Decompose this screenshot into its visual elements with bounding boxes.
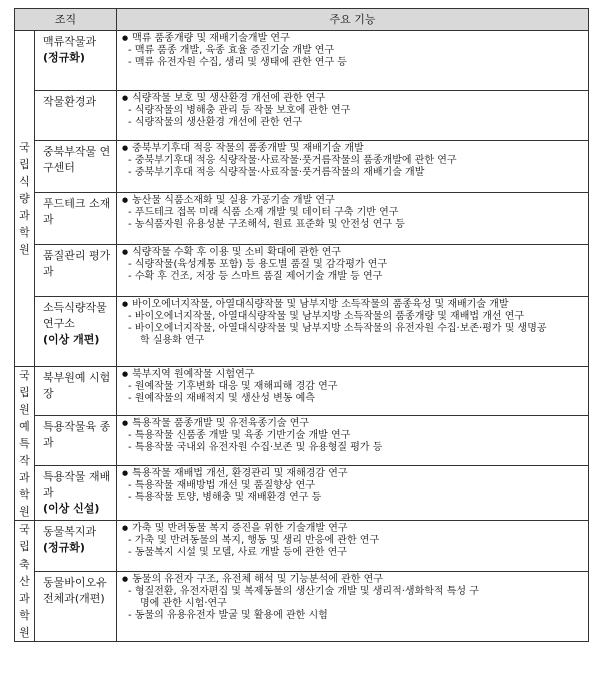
department-cell: [35, 572, 117, 642]
function-main-item: ● 바이오에너지작물, 아열대식량작물 및 남부지방 소득작물의 품종육성 및 재배기술 개발: [122, 299, 584, 311]
table-row: [15, 367, 589, 416]
department-cell: [35, 521, 117, 572]
function-main-item: ● 가축 및 반려동물 복지 증진을 위한 기술개발 연구: [122, 523, 584, 535]
function-main-item: ● 농산물 식품소재화 및 실용 가공기술 개발 연구: [122, 195, 584, 207]
department-name: 동물바이오유 전체과(개편): [43, 576, 107, 605]
table-row: [15, 572, 589, 642]
function-main-item: ● 식량작물 보호 및 생산환경 개선에 관한 연구: [122, 93, 584, 105]
function-sub-item: - 농식품자원 유용성분 구조해석, 원료 표준화 및 안전성 연구 등: [122, 219, 584, 231]
function-cell: [117, 416, 589, 465]
function-cell: [117, 465, 589, 521]
department-cell: [35, 367, 117, 416]
table-row: [15, 141, 589, 193]
department-cell: [35, 193, 117, 245]
table-row: [15, 91, 589, 141]
institute-cell: [15, 31, 35, 367]
function-sub-item: - 중북부기후대 적응 식량작물·사료작물·풋거름작물의 재배기술 개발: [122, 167, 584, 179]
function-sub-item: - 특용작물 토양, 병해충 및 재배환경 연구 등: [122, 492, 584, 504]
function-cell: [117, 297, 589, 367]
department-name: 특용작물육 종과: [43, 420, 111, 450]
table-row: [15, 193, 589, 245]
function-sub-item: - 맥류 품종 개발, 육종 효율 증진기술 개발 연구: [122, 45, 584, 57]
function-sub-item: - 특용작물 국내외 유전자원 수집·보존 및 유용형질 평가 등: [122, 442, 584, 454]
table-row: [15, 521, 589, 572]
function-sub-item: - 원예작물의 재배적지 및 생산성 변동 예측: [122, 393, 584, 405]
function-main-item: ● 중북부기후대 적응 작물의 품종개발 및 재배기술 개발: [122, 143, 584, 155]
organization-table: [14, 8, 589, 642]
table-row: [15, 245, 589, 297]
department-cell: [35, 297, 117, 367]
department-cell: [35, 245, 117, 297]
function-sub-item: - 바이오에너지작물, 아열대식량작물 및 남부지방 소득작물의 유전자원 수집·보존·평가 및 생명공: [122, 323, 584, 335]
department-cell: [35, 91, 117, 141]
institute-name: 국 립 식 량 과 학 원: [19, 140, 30, 257]
header-row: [15, 9, 589, 31]
department-name: 중북부작물 연구센터: [43, 145, 111, 174]
function-sub-item: - 식량작물의 병해충 관리 등 작물 보호에 관한 연구: [122, 105, 584, 117]
function-cell: [117, 31, 589, 91]
function-sub-item: - 특용작물 신품종 개발 및 육종 기반기술 개발 연구: [122, 430, 584, 442]
table-body: [15, 31, 589, 642]
function-cell: [117, 91, 589, 141]
function-sub-item: - 식량작물(육성계통 포함) 등 용도별 품질 및 감각평가 연구: [122, 259, 584, 271]
function-sub-item: - 식량작물의 생산환경 개선에 관한 연구: [122, 117, 584, 129]
department-note: (정규화): [43, 50, 85, 64]
function-sub-item: - 형질전환, 유전자편집 및 복제동물의 생산기술 개발 및 생리적·생화학적 특성 구: [122, 586, 584, 598]
department-name: 소득식량작물 연구소: [43, 301, 107, 330]
department-name: 북부원예 시험장: [43, 371, 111, 400]
function-sub-item: - 맥류 유전자원 수집, 생리 및 생태에 관한 연구 등: [122, 57, 584, 69]
function-main-item: ● 식량작물 수확 후 이용 및 소비 확대에 관한 연구: [122, 247, 584, 259]
header-function: 주요 기능: [117, 9, 589, 31]
department-cell: [35, 141, 117, 193]
function-sub-item: - 특용작물 재배방법 개선 및 품질향상 연구: [122, 480, 584, 492]
table-row: [15, 297, 589, 367]
department-name: 동물복지과: [43, 525, 97, 539]
function-cell: [117, 141, 589, 193]
institute-cell: [15, 367, 35, 521]
department-name: 특용작물 재배과: [43, 469, 111, 499]
function-cell: [117, 245, 589, 297]
institute-cell: [15, 521, 35, 641]
function-main-item: ● 동물의 유전자 구조, 유전체 해석 및 기능분석에 관한 연구: [122, 574, 584, 586]
department-name: 품질관리 평가과: [43, 249, 111, 278]
department-name: 맥류작물과: [43, 35, 97, 48]
function-main-item: ● 특용작물 품종개발 및 유전육종기술 연구: [122, 418, 584, 430]
table-row: [15, 465, 589, 521]
function-cell: [117, 572, 589, 642]
department-name: 작물환경과: [43, 95, 97, 108]
table-row: [15, 31, 589, 91]
function-sub-item: - 동물복지 시설 및 모델, 사료 개발 등에 관한 연구: [122, 547, 584, 559]
function-sub-item: 명에 관한 시험·연구: [140, 598, 227, 610]
institute-name: 국 립 축 산 과 학 원: [19, 523, 30, 639]
function-sub-item: - 수확 후 건조, 저장 등 스마트 품질 제어기술 개발 등 연구: [122, 271, 584, 283]
function-cell: [117, 367, 589, 416]
function-sub-item: 학 실용화 연구: [140, 335, 205, 346]
function-sub-item: - 원예작물 기후변화 대응 및 재해피해 경감 연구: [122, 381, 584, 393]
table-row: [15, 416, 589, 465]
department-cell: [35, 465, 117, 521]
department-note: (정규화): [43, 541, 85, 555]
department-name: 푸드테크 소재과: [43, 197, 111, 226]
department-note: (이상 개편): [43, 332, 100, 346]
function-sub-item: - 바이오에너지작물, 아열대식량작물 및 남부지방 소득작물의 품종개량 및 재배법 개선 연구: [122, 311, 584, 323]
header-org: 조직: [15, 9, 117, 31]
function-main-item: ● 특용작물 재배법 개선, 환경관리 및 재해경감 연구: [122, 468, 584, 480]
function-sub-item: - 가축 및 반려동물의 복지, 행동 및 생리 반응에 관한 연구: [122, 535, 584, 547]
department-cell: [35, 31, 117, 91]
function-main-item: ● 맥류 품종개량 및 재배기술개발 연구: [122, 33, 584, 45]
function-sub-item: - 푸드테크 접목 미래 식품 소재 개발 및 데이터 구축 기반 연구: [122, 207, 584, 219]
department-note: (이상 신설): [43, 501, 100, 515]
function-main-item: ● 북부지역 원예작물 시험연구: [122, 369, 584, 381]
department-cell: [35, 416, 117, 465]
function-sub-item: - 동물의 유용유전자 발굴 및 활용에 관한 시험: [122, 610, 584, 622]
function-cell: [117, 521, 589, 572]
institute-name: 국 립 원 예 특 작 과 학 원: [19, 369, 30, 519]
function-sub-item: - 중북부기후대 적응 식량작물·사료작물·풋거름작물의 품종개발에 관한 연구: [122, 155, 584, 167]
function-cell: [117, 193, 589, 245]
